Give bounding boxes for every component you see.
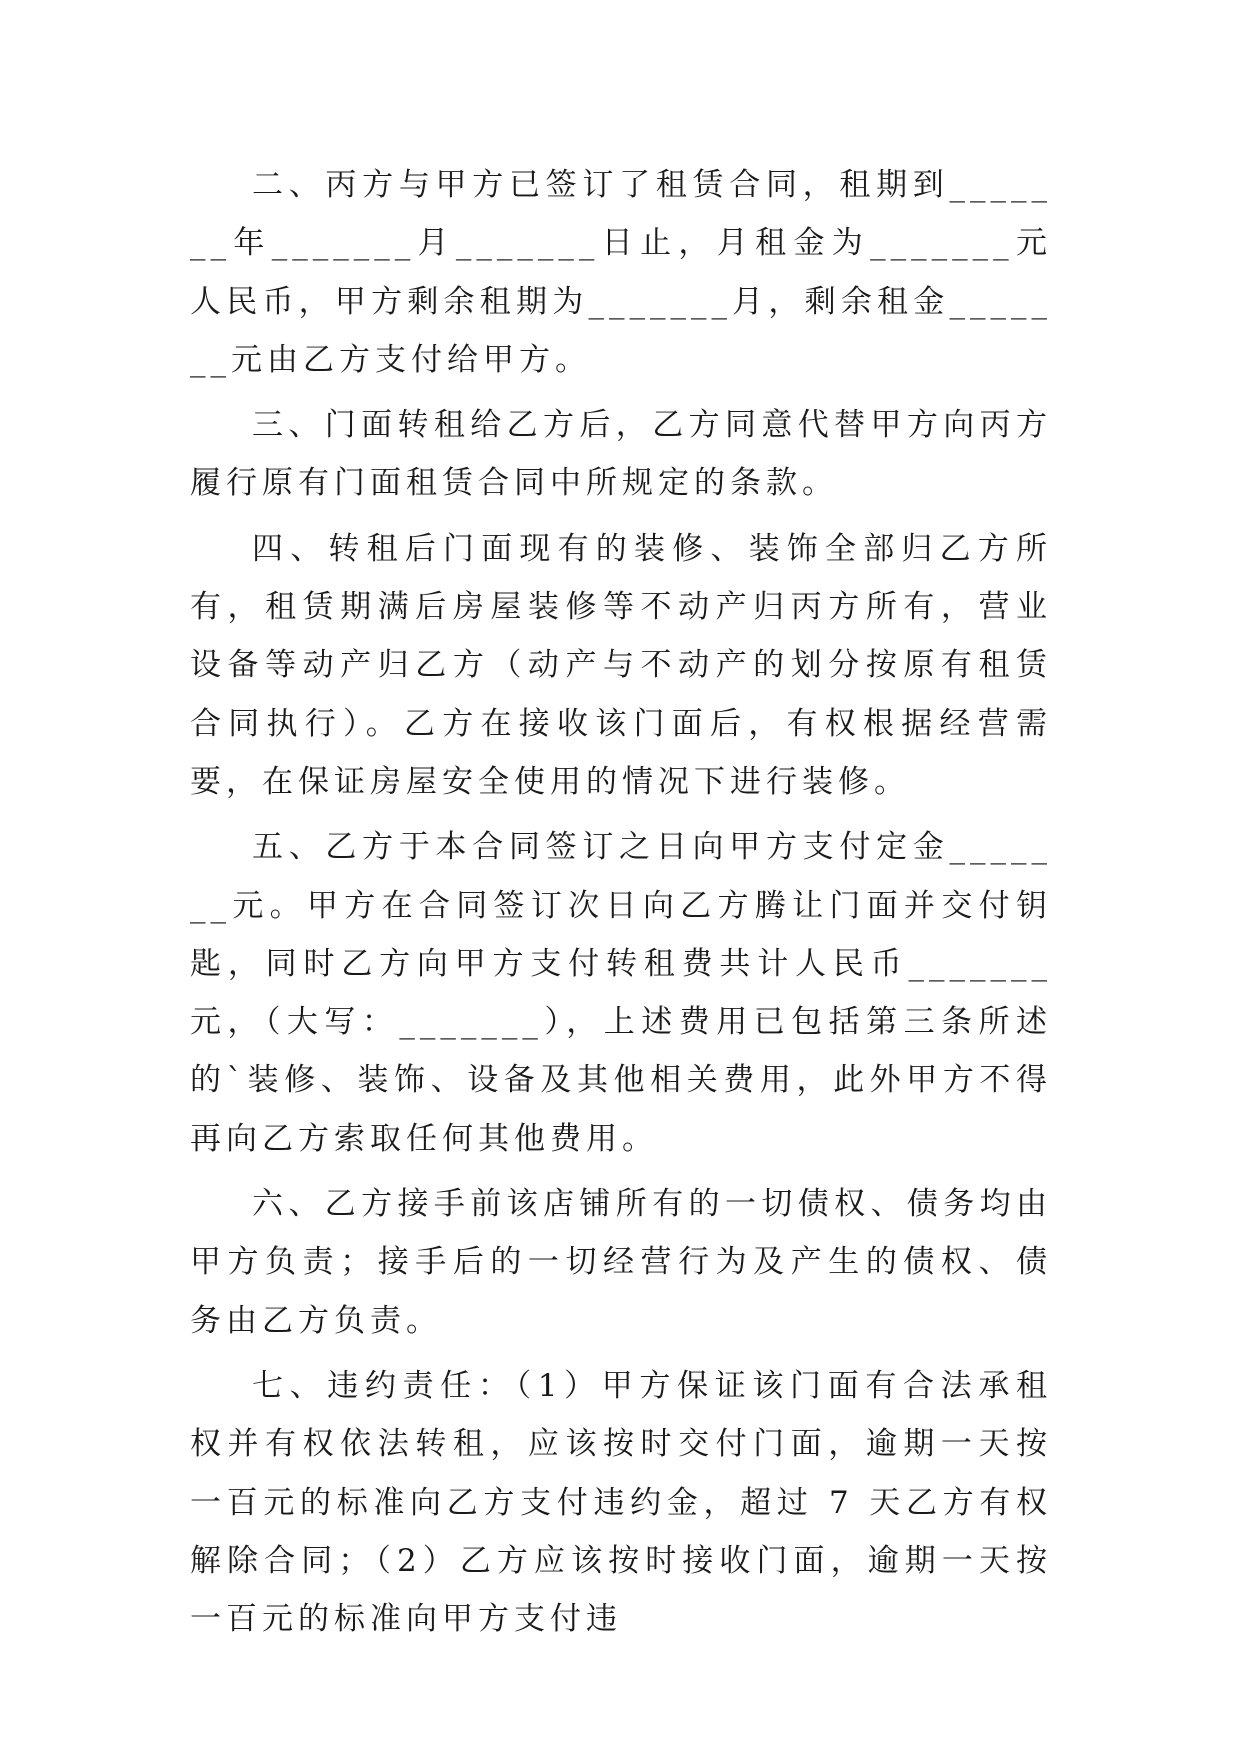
document-body [190,156,1052,1655]
clause-6-paragraph: 六、乙方接手前该店铺所有的一切债权、债务均由甲方负责；接手后的一切经营行为及产生的债权、债务由乙方负责。 [190,1186,1052,1339]
clause-4-paragraph: 四、转租后门面现有的装修、装饰全部归乙方所有，租赁期满后房屋装修等不动产归丙方所有，营业设备等动产归乙方（动产与不动产的划分按原有租赁合同执行）。乙方在接收该门面后，有权根据经营需要，在保证房屋安全使用的情况下进行装修。 [190,530,1052,800]
clause-7-paragraph: 七、违约责任：（1）甲方保证该门面有合法承租权并有权依法转租，应该按时交付门面，逾期一天按一百元的标准向乙方支付违约金，超过 7 天乙方有权解除合同；（2）乙方应该按时接收门面，逾期一天按一百元的标准向甲方支付违 [190,1367,1052,1638]
clause-2-paragraph: 二、丙方与甲方已签订了租赁合同，租期到_______年_______月_______日止，月租金为_______元人民币，甲方剩余租期为_______月，剩余租金_______元由乙方支付给甲方。 [190,167,1052,378]
clause-3-paragraph: 三、门面转租给乙方后，乙方同意代替甲方向丙方履行原有门面租赁合同中所规定的条款。 [190,407,1052,502]
clause-5-paragraph: 五、乙方于本合同签订之日向甲方支付定金_______元。甲方在合同签订次日向乙方腾让门面并交付钥匙，同时乙方向甲方支付转租费共计人民币_______元，（大写：_______），上述费用已包括第三条所述的`装修、装饰、设备及其他相关费用，此外甲方不得再向乙方索取任何其他费用。 [190,829,1052,1157]
